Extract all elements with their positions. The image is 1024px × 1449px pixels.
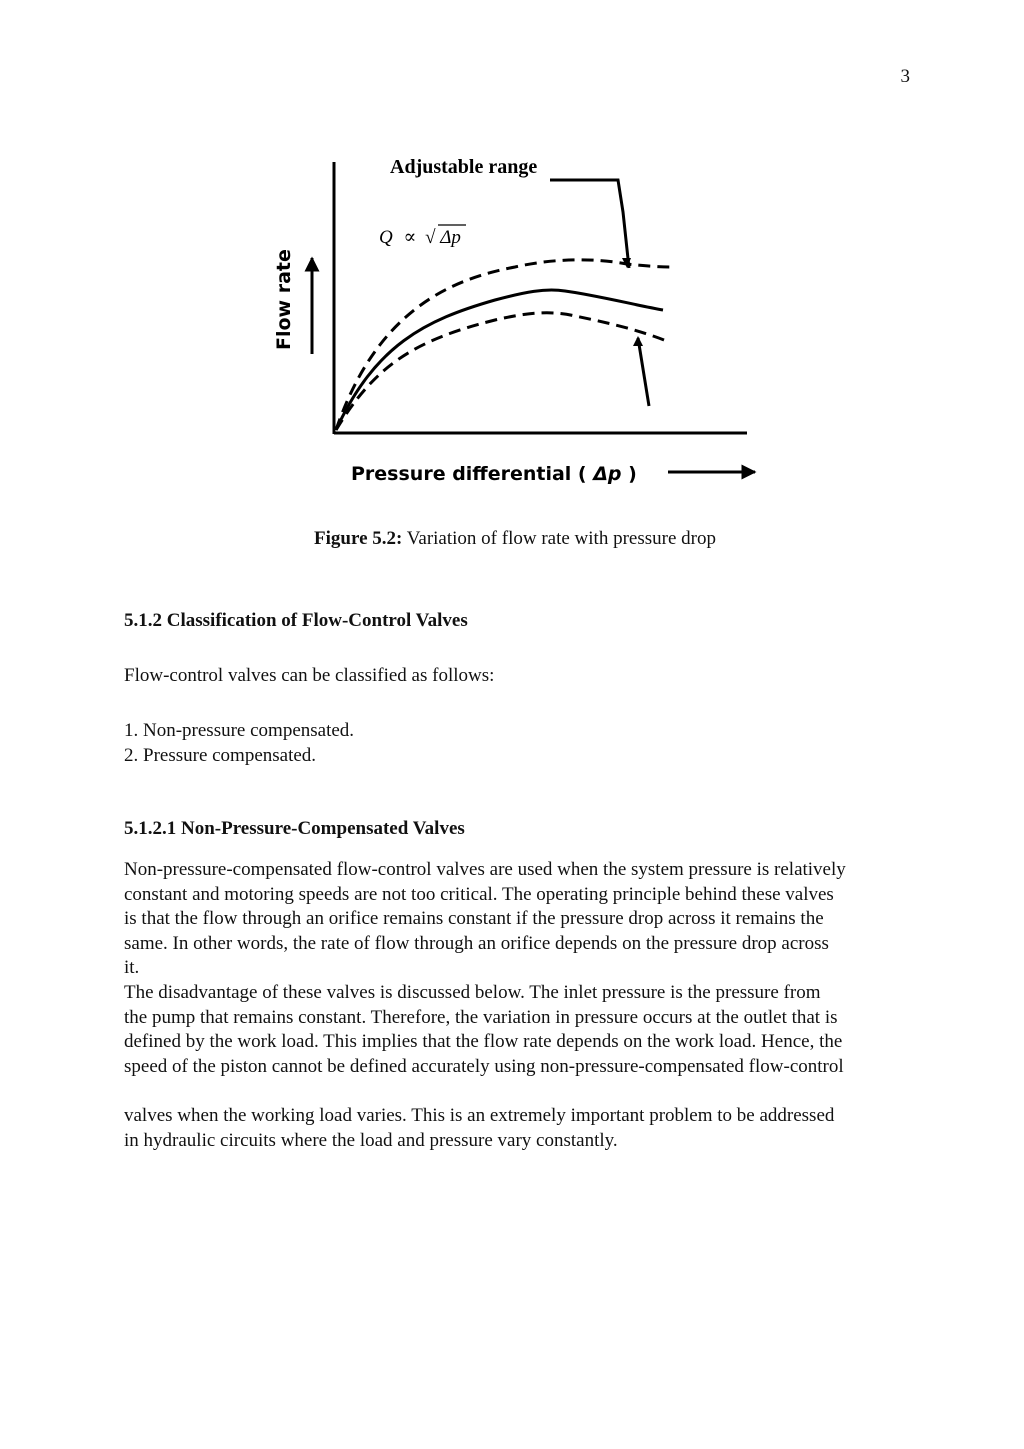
caption-label: Figure 5.2: <box>314 528 403 549</box>
paragraph-line: constant and motoring speeds are not too critical. The operating principle behind these valves <box>124 883 834 905</box>
paragraph-line: Non-pressure-compensated flow-control valves are used when the system pressure is relatively <box>124 859 846 880</box>
equation-q: Q <box>379 227 393 248</box>
page-number: 3 <box>900 66 910 87</box>
section-5121-body <box>124 858 924 1079</box>
paragraph-line: defined by the work load. This implies that the flow rate depends on the work load. Hence, the <box>124 1031 843 1053</box>
x-axis-label-prefix: Pressure differential ( <box>351 463 594 485</box>
section-heading-512: 5.1.2 Classification of Flow-Control Valves <box>124 610 468 631</box>
section-5121-continuation <box>124 1104 924 1153</box>
section-heading-5121: 5.1.2.1 Non-Pressure-Compensated Valves <box>124 818 465 839</box>
x-axis-label <box>351 463 637 485</box>
up-arrowhead <box>633 336 643 346</box>
paragraph-line: same. In other words, the rate of flow through an orifice depends on the pressure drop across <box>124 932 829 954</box>
paragraph-line: in hydraulic circuits where the load and pressure vary constantly. <box>124 1129 618 1151</box>
classification-list <box>124 719 924 768</box>
lower-dashed-curve <box>336 313 669 430</box>
y-axis-label: Flow rate <box>273 249 295 350</box>
paragraph-line: is that the flow through an orifice remains constant if the pressure drop across it remains the <box>124 908 824 930</box>
section-512-intro: Flow-control valves can be classified as follows: <box>124 665 495 686</box>
paragraph-line: it. <box>124 957 140 979</box>
paragraph-line: speed of the piston cannot be defined accurately using non-pressure-compensated flow-control <box>124 1055 844 1077</box>
adjustable-range-line-lower <box>638 338 649 406</box>
figure-diagram <box>255 140 785 500</box>
adjustable-range-line <box>550 180 629 268</box>
upper-dashed-curve <box>336 260 671 430</box>
equation-prop: ∝ <box>403 227 417 248</box>
equation-dp: Δp <box>440 227 461 248</box>
figure-caption <box>0 528 1024 550</box>
paragraph-line: valves when the working load varies. This is an extremely important problem to be addressed <box>124 1105 835 1126</box>
figure-flow-vs-pressure <box>255 140 785 500</box>
equation-label <box>379 227 461 248</box>
equation-root: √ <box>425 227 436 248</box>
middle-solid-curve <box>336 290 663 430</box>
list-item: 2. Pressure compensated. <box>124 744 317 766</box>
adjustable-range-label: Adjustable range <box>390 156 538 178</box>
x-axis-label-suffix: ) <box>628 463 637 485</box>
paragraph-line: The disadvantage of these valves is discussed below. The inlet pressure is the pressure from <box>124 981 821 1003</box>
list-item: 1. Non-pressure compensated. <box>124 720 355 741</box>
paragraph-line: the pump that remains constant. Therefore, the variation in pressure occurs at the outlet that is <box>124 1006 838 1028</box>
caption-text: Variation of flow rate with pressure drop <box>402 528 716 549</box>
x-axis-label-dp: Δp <box>593 463 622 485</box>
